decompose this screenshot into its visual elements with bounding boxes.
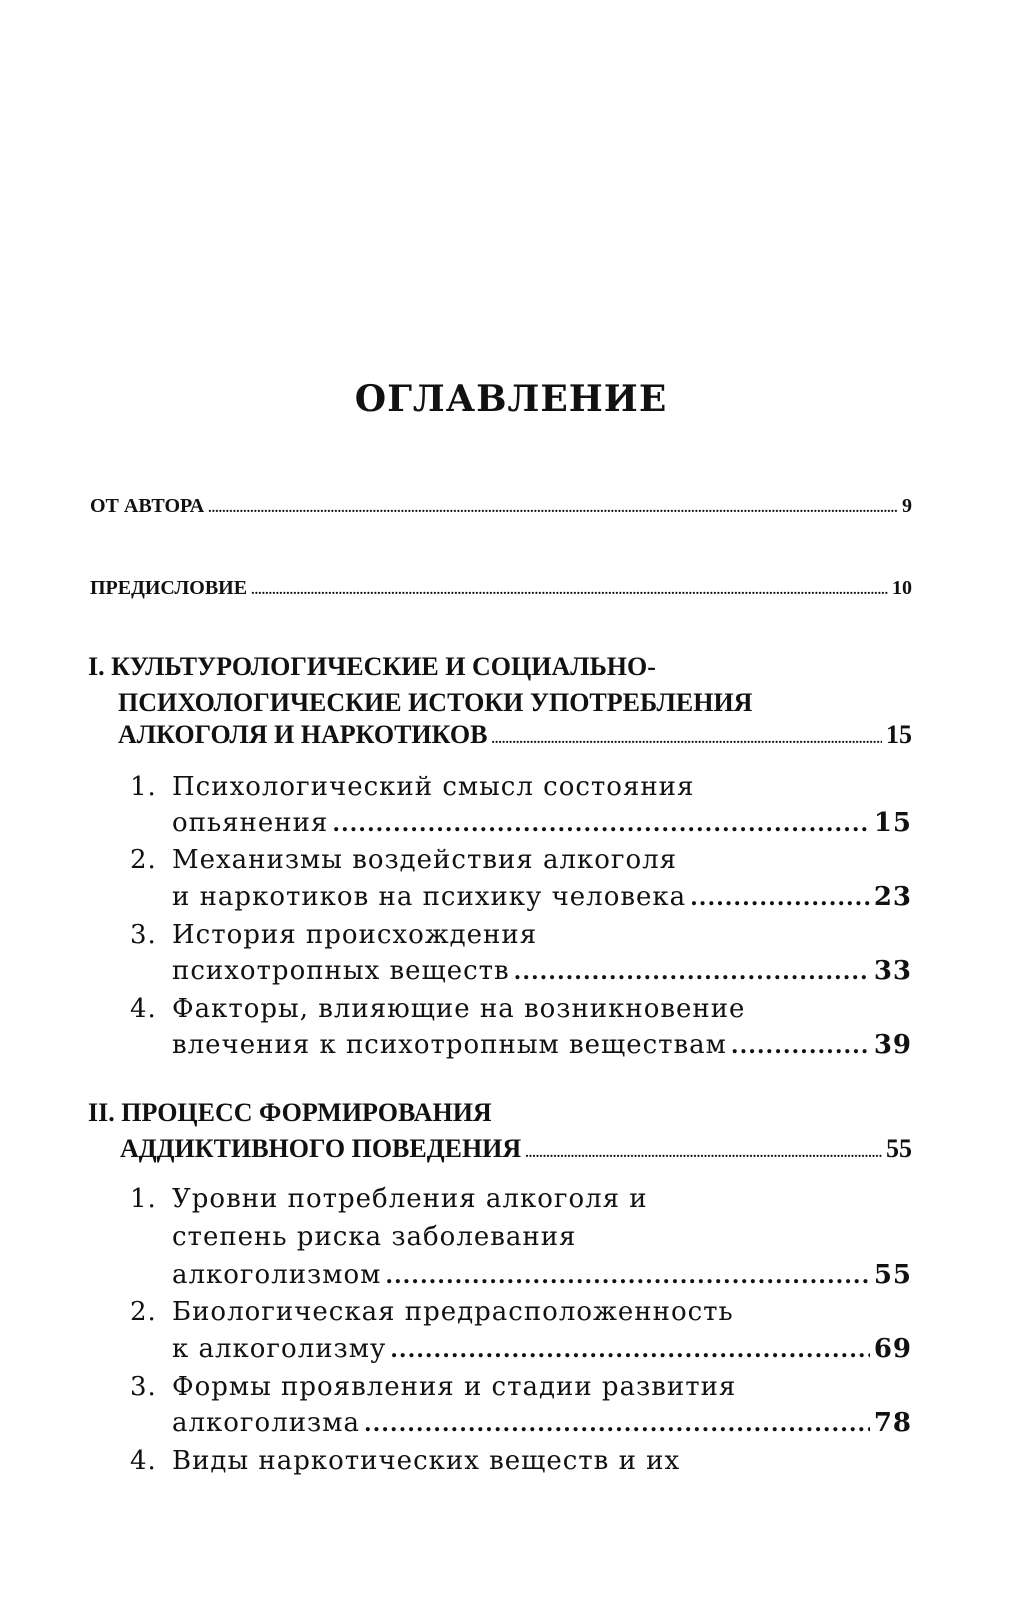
- section-number: 2.: [130, 1297, 157, 1327]
- section-title-line: Факторы, влияющие на возникновение: [172, 994, 746, 1024]
- section-title-line: и наркотиков на психику человека: [172, 882, 687, 912]
- section-entry-1-2[interactable]: [172, 882, 912, 912]
- section-title-line: Формы проявления и стадии развития: [172, 1372, 737, 1402]
- section-title-line: к алкоголизму: [172, 1334, 387, 1364]
- section-title-line: Механизмы воздействия алкоголя: [172, 845, 678, 875]
- leader-dots: [731, 1033, 870, 1059]
- leader-dots: [491, 732, 882, 748]
- section-entry-2-1[interactable]: [172, 1260, 912, 1290]
- chapter-heading-line: АДДИКТИВНОГО ПОВЕДЕНИЯ: [120, 1134, 522, 1163]
- leader-dots: [690, 885, 870, 911]
- section-title-line: Психологический смысл состояния: [172, 772, 695, 802]
- leader-dots: [251, 583, 888, 599]
- section-entry-1-4[interactable]: [172, 1030, 912, 1060]
- section-title-line: Биологическая предрасположенность: [172, 1297, 734, 1327]
- toc-entry-page: 23: [873, 882, 912, 912]
- leader-dots: [385, 1263, 869, 1289]
- section-entry-1-1[interactable]: [172, 808, 912, 838]
- section-title-line: влечения к психотропным веществам: [172, 1030, 727, 1060]
- section-title-line: психотропных веществ: [172, 956, 510, 986]
- leader-dots: [208, 501, 898, 517]
- toc-entry-page: 55: [873, 1260, 912, 1290]
- section-entry-1-3[interactable]: [172, 956, 912, 986]
- toc-entry-page: 15: [886, 720, 912, 749]
- section-number: 2.: [130, 845, 157, 875]
- chapter-heading-line: I. КУЛЬТУРОЛОГИЧЕСКИЕ И СОЦИАЛЬНО-: [88, 652, 656, 681]
- chapter-heading-line: II. ПРОЦЕСС ФОРМИРОВАНИЯ: [88, 1098, 492, 1127]
- section-entry-2-3[interactable]: [172, 1408, 912, 1438]
- toc-entry-page: 9: [902, 495, 912, 517]
- section-title-line: алкоголизма: [172, 1408, 360, 1438]
- toc-entry-page: 33: [873, 956, 912, 986]
- leader-dots: [390, 1337, 870, 1363]
- chapter-heading-line: АЛКОГОЛЯ И НАРКОТИКОВ: [118, 720, 488, 749]
- section-entry-2-2[interactable]: [172, 1334, 912, 1364]
- section-title-line: История происхождения: [172, 920, 538, 950]
- section-title-line: алкоголизмом: [172, 1260, 382, 1290]
- section-title-line: опьянения: [172, 808, 329, 838]
- leader-dots: [514, 959, 870, 985]
- toc-entry-page: 55: [886, 1134, 912, 1163]
- section-number: 3.: [130, 1372, 157, 1402]
- toc-title: ОГЛАВЛЕНИЕ: [354, 378, 668, 420]
- section-title-line: степень риска заболевания: [172, 1222, 577, 1252]
- section-number: 4.: [130, 994, 157, 1024]
- leader-dots: [332, 811, 869, 837]
- toc-entry-preface[interactable]: [90, 577, 912, 600]
- section-title-line: Уровни потребления алкоголя и: [172, 1184, 648, 1214]
- leader-dots: [525, 1146, 882, 1162]
- toc-entry-page: 69: [873, 1334, 912, 1364]
- leader-dots: [364, 1411, 870, 1437]
- section-number: 1.: [130, 772, 157, 802]
- toc-entry-page: 39: [873, 1030, 912, 1060]
- chapter-heading-line: ПСИХОЛОГИЧЕСКИЕ ИСТОКИ УПОТРЕБЛЕНИЯ: [118, 688, 753, 717]
- toc-entry-label: ОТ АВТОРА: [90, 495, 205, 517]
- chapter-entry-1[interactable]: [118, 720, 912, 750]
- chapter-entry-2[interactable]: [120, 1134, 912, 1164]
- toc-entry-page: 10: [892, 577, 912, 599]
- toc-entry-author[interactable]: [90, 495, 912, 518]
- section-number: 4.: [130, 1446, 157, 1476]
- section-number: 1.: [130, 1184, 157, 1214]
- toc-entry-page: 15: [873, 808, 912, 838]
- section-title-line: Виды наркотических веществ и их: [172, 1446, 681, 1476]
- section-number: 3.: [130, 920, 157, 950]
- toc-entry-page: 78: [873, 1408, 912, 1438]
- toc-entry-label: ПРЕДИСЛОВИЕ: [90, 577, 248, 599]
